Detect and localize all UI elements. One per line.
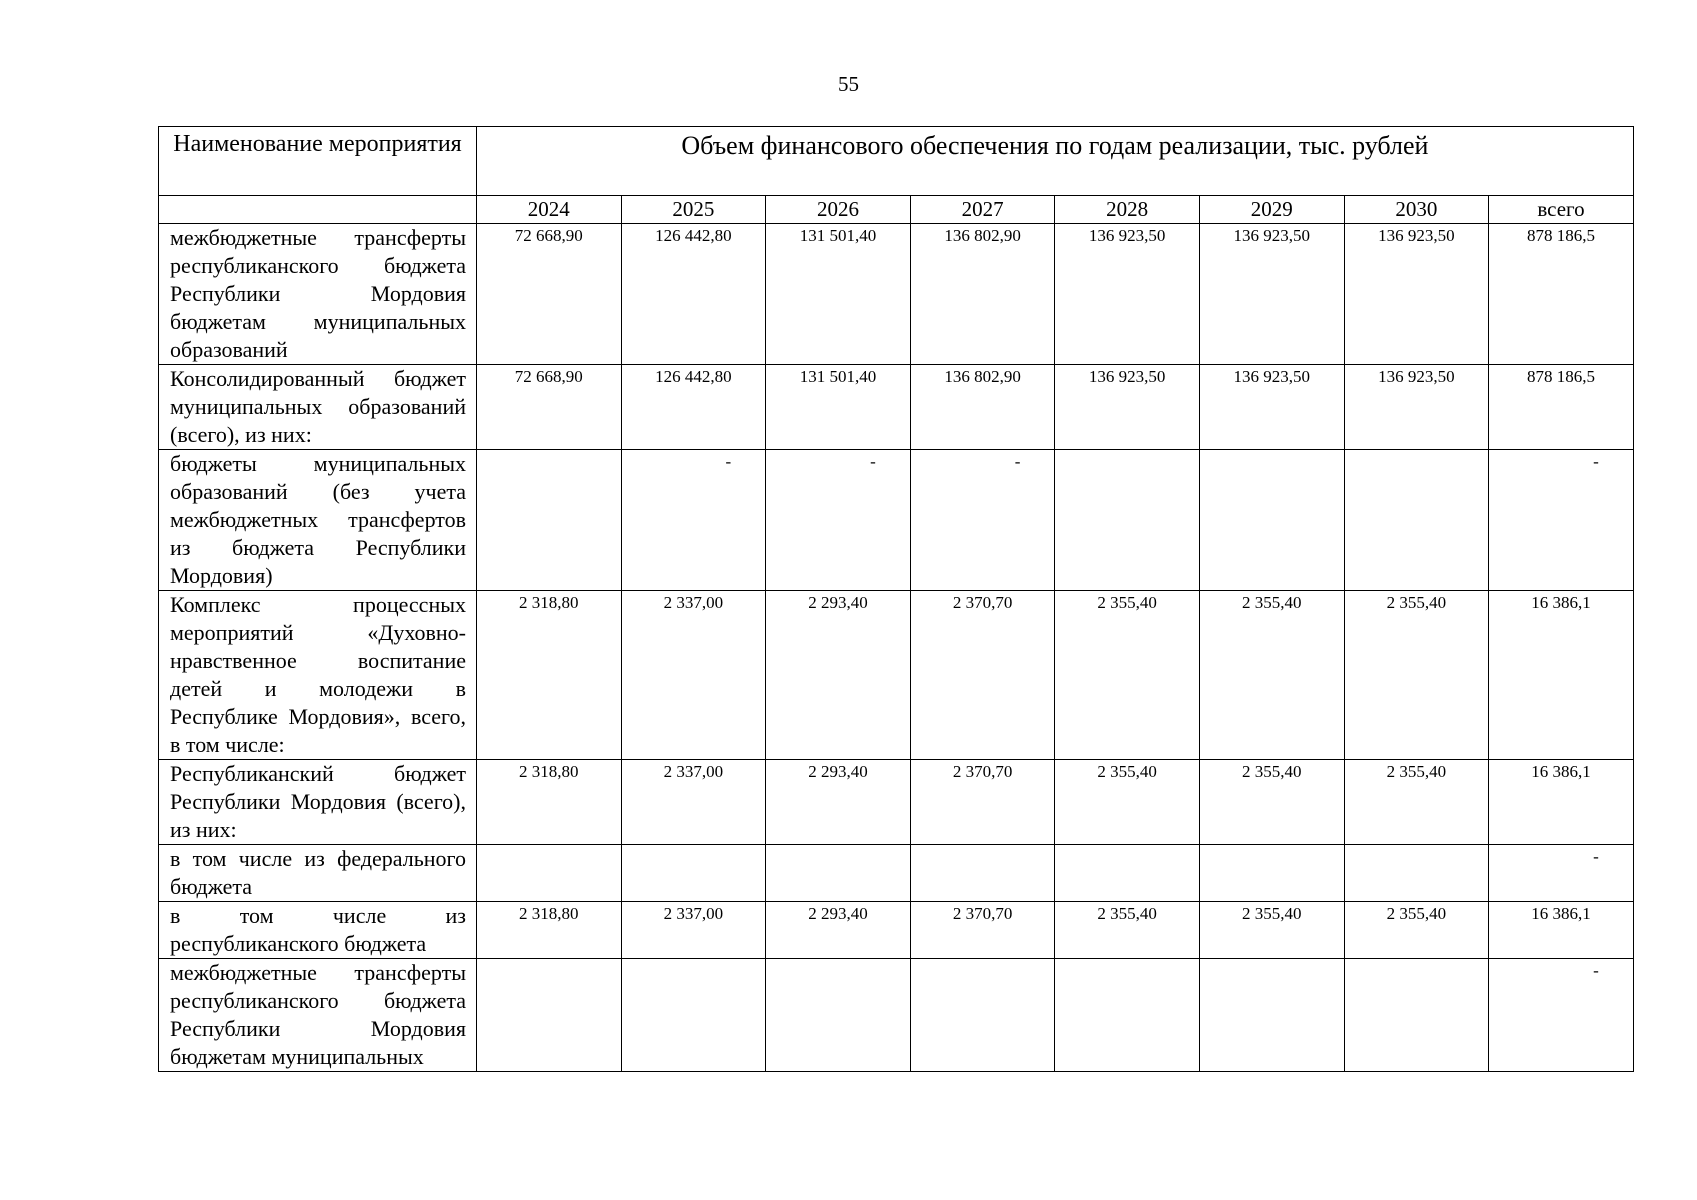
row-value-cell — [1344, 845, 1489, 902]
row-value-cell: 2 355,40 — [1199, 902, 1344, 959]
row-value-cell: 2 370,70 — [910, 760, 1055, 845]
row-name-cell: в том числе из федерального бюджета — [159, 845, 477, 902]
year-header: 2026 — [766, 196, 911, 224]
row-value-cell: 2 355,40 — [1344, 760, 1489, 845]
row-value-cell — [1344, 959, 1489, 1072]
row-value-cell — [1055, 959, 1200, 1072]
row-value-cell — [766, 845, 911, 902]
year-header: 2025 — [621, 196, 766, 224]
row-value-cell: 2 355,40 — [1055, 760, 1200, 845]
row-value-cell: 2 337,00 — [621, 902, 766, 959]
table-row — [159, 760, 1634, 845]
row-value-cell: 2 337,00 — [621, 591, 766, 760]
row-total-cell: - — [1489, 959, 1634, 1072]
row-total-cell: 878 186,5 — [1489, 224, 1634, 365]
header-name-column: Наименование мероприятия — [159, 127, 477, 196]
row-value-cell: 136 802,90 — [910, 224, 1055, 365]
years-row — [159, 196, 1634, 224]
row-value-cell: 2 318,80 — [477, 902, 622, 959]
header-volume-column: Объем финансового обеспечения по годам реализации, тыс. рублей — [477, 127, 1634, 196]
row-name-cell: в том числе из республиканского бюджета — [159, 902, 477, 959]
row-name-cell: Комплекс процессных мероприятий «Духовно-нравственное воспитание детей и молодежи в Республике Мордовия», всего, в том числе: — [159, 591, 477, 760]
row-value-cell — [477, 450, 622, 591]
row-value-cell: 2 318,80 — [477, 760, 622, 845]
row-value-cell: - — [910, 450, 1055, 591]
table-row — [159, 591, 1634, 760]
row-value-cell — [910, 845, 1055, 902]
row-value-cell: 2 355,40 — [1199, 591, 1344, 760]
row-value-cell: 2 355,40 — [1055, 902, 1200, 959]
row-name-cell: межбюджетные трансферты республиканского бюджета Республики Мордовия бюджетам муниципальных образований — [159, 224, 477, 365]
row-value-cell: 2 355,40 — [1055, 591, 1200, 760]
row-value-cell — [1199, 450, 1344, 591]
row-value-cell: 136 923,50 — [1344, 224, 1489, 365]
table-row — [159, 959, 1634, 1072]
row-value-cell: 2 370,70 — [910, 591, 1055, 760]
row-value-cell: 2 293,40 — [766, 902, 911, 959]
year-header: 2028 — [1055, 196, 1200, 224]
row-value-cell: - — [766, 450, 911, 591]
row-value-cell: 72 668,90 — [477, 224, 622, 365]
years-row-empty-cell — [159, 196, 477, 224]
row-value-cell — [477, 959, 622, 1072]
table-row — [159, 224, 1634, 365]
row-value-cell — [1199, 845, 1344, 902]
row-value-cell: 136 802,90 — [910, 365, 1055, 450]
row-total-cell: - — [1489, 450, 1634, 591]
row-value-cell: 2 370,70 — [910, 902, 1055, 959]
financing-table — [158, 126, 1634, 1072]
row-name-cell: Консолидированный бюджет муниципальных образований (всего), из них: — [159, 365, 477, 450]
header-row — [159, 127, 1634, 196]
table-row — [159, 902, 1634, 959]
table-row — [159, 365, 1634, 450]
row-value-cell: 136 923,50 — [1055, 224, 1200, 365]
row-value-cell: 136 923,50 — [1199, 365, 1344, 450]
row-value-cell: 2 355,40 — [1344, 591, 1489, 760]
row-value-cell: 2 293,40 — [766, 591, 911, 760]
row-value-cell — [1199, 959, 1344, 1072]
row-value-cell: 131 501,40 — [766, 224, 911, 365]
year-header: 2027 — [910, 196, 1055, 224]
total-header: всего — [1489, 196, 1634, 224]
row-value-cell — [1344, 450, 1489, 591]
row-value-cell — [766, 959, 911, 1072]
row-value-cell — [910, 959, 1055, 1072]
year-header: 2029 — [1199, 196, 1344, 224]
table-row — [159, 450, 1634, 591]
row-total-cell: 16 386,1 — [1489, 902, 1634, 959]
row-value-cell: 126 442,80 — [621, 365, 766, 450]
row-value-cell: - — [621, 450, 766, 591]
row-value-cell: 136 923,50 — [1344, 365, 1489, 450]
year-header: 2030 — [1344, 196, 1489, 224]
page-number: 55 — [838, 72, 859, 96]
row-value-cell: 2 318,80 — [477, 591, 622, 760]
row-value-cell: 136 923,50 — [1055, 365, 1200, 450]
row-value-cell: 136 923,50 — [1199, 224, 1344, 365]
row-value-cell: 2 355,40 — [1199, 760, 1344, 845]
row-total-cell: 16 386,1 — [1489, 760, 1634, 845]
row-value-cell: 2 293,40 — [766, 760, 911, 845]
row-value-cell: 2 337,00 — [621, 760, 766, 845]
row-value-cell: 72 668,90 — [477, 365, 622, 450]
row-value-cell — [621, 959, 766, 1072]
row-value-cell: 2 355,40 — [1344, 902, 1489, 959]
row-name-cell: бюджеты муниципальных образований (без учета межбюджетных трансфертов из бюджета Республики Мордовия) — [159, 450, 477, 591]
row-total-cell: 878 186,5 — [1489, 365, 1634, 450]
row-name-cell: Республиканский бюджет Республики Мордовия (всего), из них: — [159, 760, 477, 845]
table-row — [159, 845, 1634, 902]
row-value-cell — [477, 845, 622, 902]
year-header: 2024 — [477, 196, 622, 224]
row-total-cell: - — [1489, 845, 1634, 902]
row-value-cell: 131 501,40 — [766, 365, 911, 450]
row-name-cell: межбюджетные трансферты республиканского бюджета Республики Мордовия бюджетам муниципальных — [159, 959, 477, 1072]
row-value-cell — [1055, 845, 1200, 902]
row-value-cell — [1055, 450, 1200, 591]
row-value-cell — [621, 845, 766, 902]
row-total-cell: 16 386,1 — [1489, 591, 1634, 760]
row-value-cell: 126 442,80 — [621, 224, 766, 365]
